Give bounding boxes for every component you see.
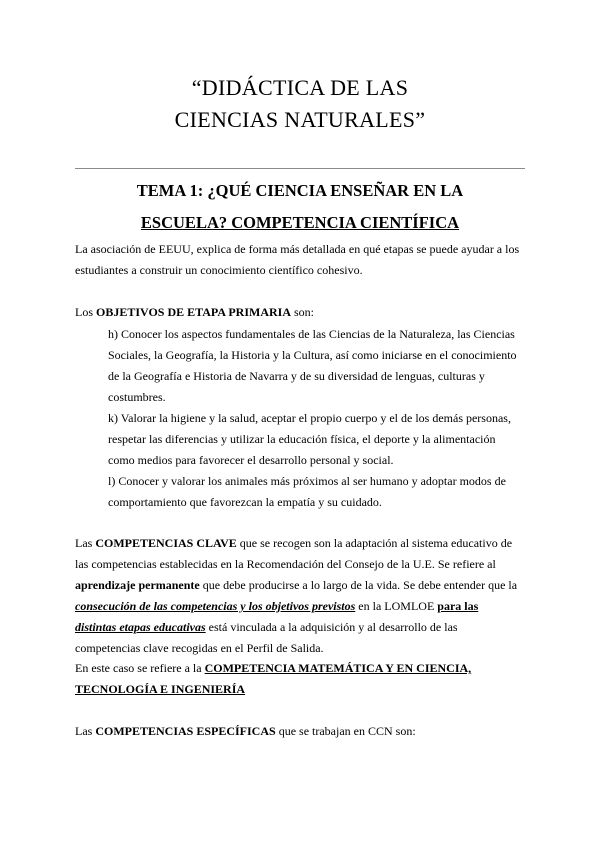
- kc-l5-suffix: está vinculada a la adquisición y al desarrollo de las: [205, 620, 458, 634]
- key-competences-line-2: las competencias establecidas en la Recomendación del Consejo de la U.E. Se refiere al: [75, 557, 496, 571]
- objective-h-line-2: Sociales, la Geografía, la Historia y la Cultura, así como iniciarse en el conocimiento: [108, 348, 517, 362]
- specific-competences-heading: [75, 724, 416, 738]
- kc-l3-bold: aprendizaje permanente: [75, 578, 200, 592]
- key-competences-line-5: [75, 620, 458, 634]
- key-competences-line-8: [75, 682, 245, 696]
- intro-paragraph-line-1: [75, 242, 525, 256]
- kc-l5-bold: distintas etapas educativas: [75, 620, 206, 634]
- kc-l3-suffix: que debe producirse a lo largo de la vida. Se debe entender que la: [199, 578, 518, 592]
- objective-k-line-1: k) Valorar la higiene y la salud, aceptar el propio cuerpo y el de los demás personas,: [108, 411, 511, 425]
- kc-l1-suffix: que se recogen son la adaptación al sistema educativo de: [236, 536, 513, 550]
- key-competences-line-7: [75, 661, 471, 675]
- kc-l7-prefix: En este caso se refiere a la: [75, 661, 205, 675]
- objective-l-line-2: comportamiento que favorezcan la empatía y su cuidado.: [108, 495, 382, 509]
- objectives-prefix: Los: [75, 305, 96, 319]
- kc-l1-prefix: Las: [75, 536, 96, 550]
- title-divider: [75, 168, 525, 169]
- intro-paragraph-line-2: estudiantes a construir un conocimiento científico cohesivo.: [75, 263, 363, 277]
- topic-heading-line-1: TEMA 1: ¿QUÉ CIENCIA ENSEÑAR EN LA: [136, 181, 464, 200]
- objectives-bold: OBJETIVOS DE ETAPA PRIMARIA: [96, 305, 292, 319]
- objective-h-line-1: h) Conocer los aspectos fundamentales de las Ciencias de la Naturaleza, las Ciencias: [108, 327, 515, 341]
- topic-heading-line-2: [0, 213, 600, 233]
- key-competences-line-6: competencias clave recogidas en el Perfil de Salida.: [75, 641, 324, 655]
- objective-h-line-3: de la Geografía e Historia de Navarra y de su diversidad de lenguas, culturas y: [108, 369, 485, 383]
- specific-prefix: Las: [75, 724, 96, 738]
- kc-l7-bold: COMPETENCIA MATEMÁTICA Y EN CIENCIA,: [204, 661, 472, 675]
- key-competences-line-3: [75, 578, 517, 592]
- kc-l4-bold: consecución de las competencias y los objetivos previstos: [75, 599, 356, 613]
- objective-k-line-2: respetar las diferencias y utilizar la educación física, el deporte y la alimentación: [108, 432, 496, 446]
- key-competences-line-1: [75, 536, 512, 550]
- objectives-suffix: son:: [291, 305, 315, 319]
- objectives-heading: [75, 305, 314, 319]
- document-title-line-1: “DIDÁCTICA DE LAS: [191, 75, 409, 100]
- specific-suffix: que se trabajan en CCN son:: [275, 724, 416, 738]
- kc-l8-bold: TECNOLOGÍA E INGENIERÍA: [75, 682, 246, 696]
- document-title-line-2: CIENCIAS NATURALES”: [174, 107, 426, 132]
- kc-l1-bold: COMPETENCIAS CLAVE: [95, 536, 237, 550]
- intro-line-1-text: La asociación de EEUU, explica de forma más detallada en qué etapas se puede ayudar a los: [75, 242, 520, 256]
- key-competences-line-4: [75, 599, 478, 613]
- objective-l-line-1: l) Conocer y valorar los animales más próximos al ser humano y adoptar modos de: [108, 474, 506, 488]
- kc-l4-mid: en la LOMLOE: [355, 599, 438, 613]
- kc-l4-bold2: para las: [437, 599, 479, 613]
- objective-h-line-4: costumbres.: [108, 390, 166, 404]
- objective-k-line-3: como medios para favorecer el desarrollo personal y social.: [108, 453, 394, 467]
- specific-bold: COMPETENCIAS ESPECÍFICAS: [95, 724, 276, 738]
- topic-heading-line-2-text: ESCUELA? COMPETENCIA CIENTÍFICA: [140, 213, 460, 232]
